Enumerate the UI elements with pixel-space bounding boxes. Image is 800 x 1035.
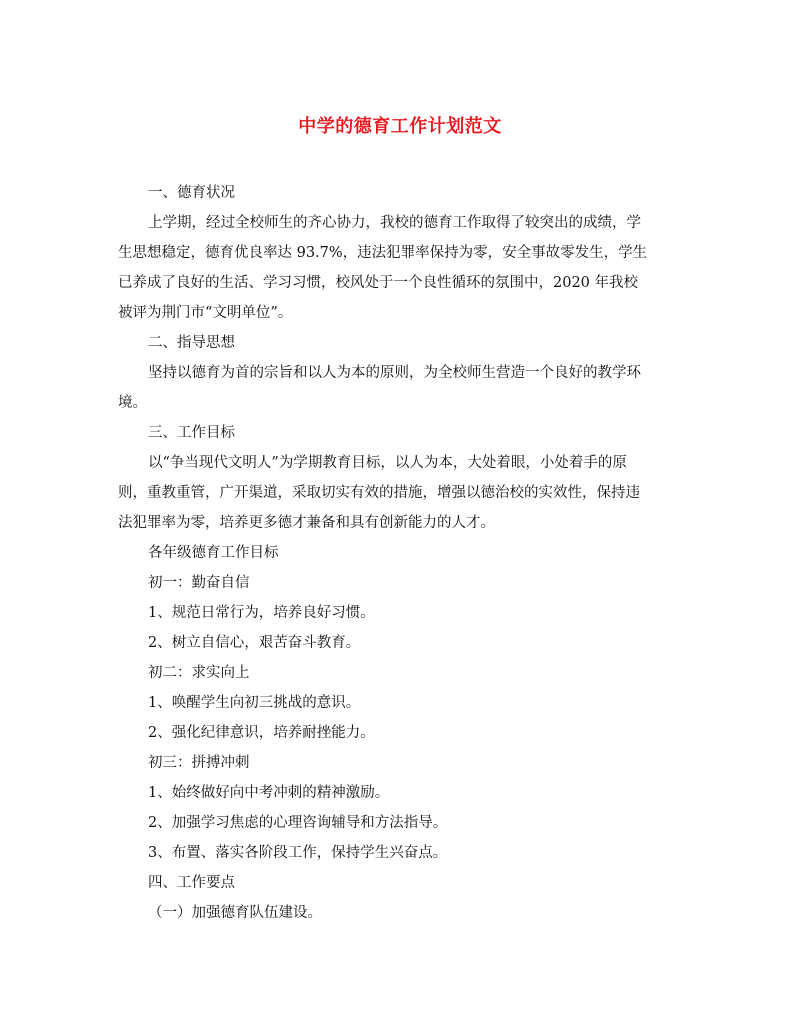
paragraph-line: 以“争当现代文明人”为学期教育目标，以人为本，大处着眼，小处着手的原 — [148, 455, 627, 471]
paragraph-line: 坚持以德育为首的宗旨和以人为本的原则，为全校师生营造一个良好的教学环 — [148, 365, 641, 381]
paragraph-line: 境。 — [118, 395, 147, 411]
paragraph-line: 则，重教重管，广开渠道，采取切实有效的措施，增强以德治校的实效性，保持违 — [118, 485, 640, 501]
list-item: 2、树立自信心，艰苦奋斗教育。 — [148, 635, 361, 651]
list-item: 3、布置、落实各阶段工作，保持学生兴奋点。 — [148, 845, 448, 861]
section-heading-1: 一、德育状况 — [148, 185, 235, 201]
list-item: 2、加强学习焦虑的心理咨询辅导和方法指导。 — [148, 815, 448, 831]
section-heading-2: 二、指导思想 — [148, 335, 235, 351]
section-heading-3: 三、工作目标 — [148, 425, 235, 441]
subsection-heading: 各年级德育工作目标 — [148, 545, 279, 561]
list-item: 1、始终做好向中考冲刺的精神激励。 — [148, 785, 390, 801]
section-heading-4: 四、工作要点 — [148, 875, 235, 891]
grade-heading: 初二：求实向上 — [148, 665, 250, 681]
paragraph-line: 生思想稳定，德育优良率达 93.7%，违法犯罪率保持为零，安全事故零发生，学生 — [118, 245, 648, 261]
list-item: 1、规范日常行为，培养良好习惯。 — [148, 605, 375, 621]
paragraph-line: 已养成了良好的生活、学习习惯，校风处于一个良性循环的氛围中，2020 年我校 — [118, 275, 639, 291]
paragraph-line: 法犯罪率为零，培养更多德才兼备和具有创新能力的人才。 — [118, 515, 495, 531]
paragraph-line: 上学期，经过全校师生的齐心协力，我校的德育工作取得了较突出的成绩，学 — [148, 215, 641, 231]
list-item: 2、强化纪律意识，培养耐挫能力。 — [148, 725, 375, 741]
grade-heading: 初三：拼搏冲刺 — [148, 755, 250, 771]
subsection-heading: （一）加强德育队伍建设。 — [148, 905, 322, 921]
list-item: 1、唤醒学生向初三挑战的意识。 — [148, 695, 361, 711]
document-body — [118, 178, 686, 928]
paragraph-line: 被评为荆门市“文明单位”。 — [118, 305, 293, 321]
grade-heading: 初一：勤奋自信 — [148, 575, 250, 591]
document-title: 中学的德育工作计划范文 — [298, 116, 502, 137]
